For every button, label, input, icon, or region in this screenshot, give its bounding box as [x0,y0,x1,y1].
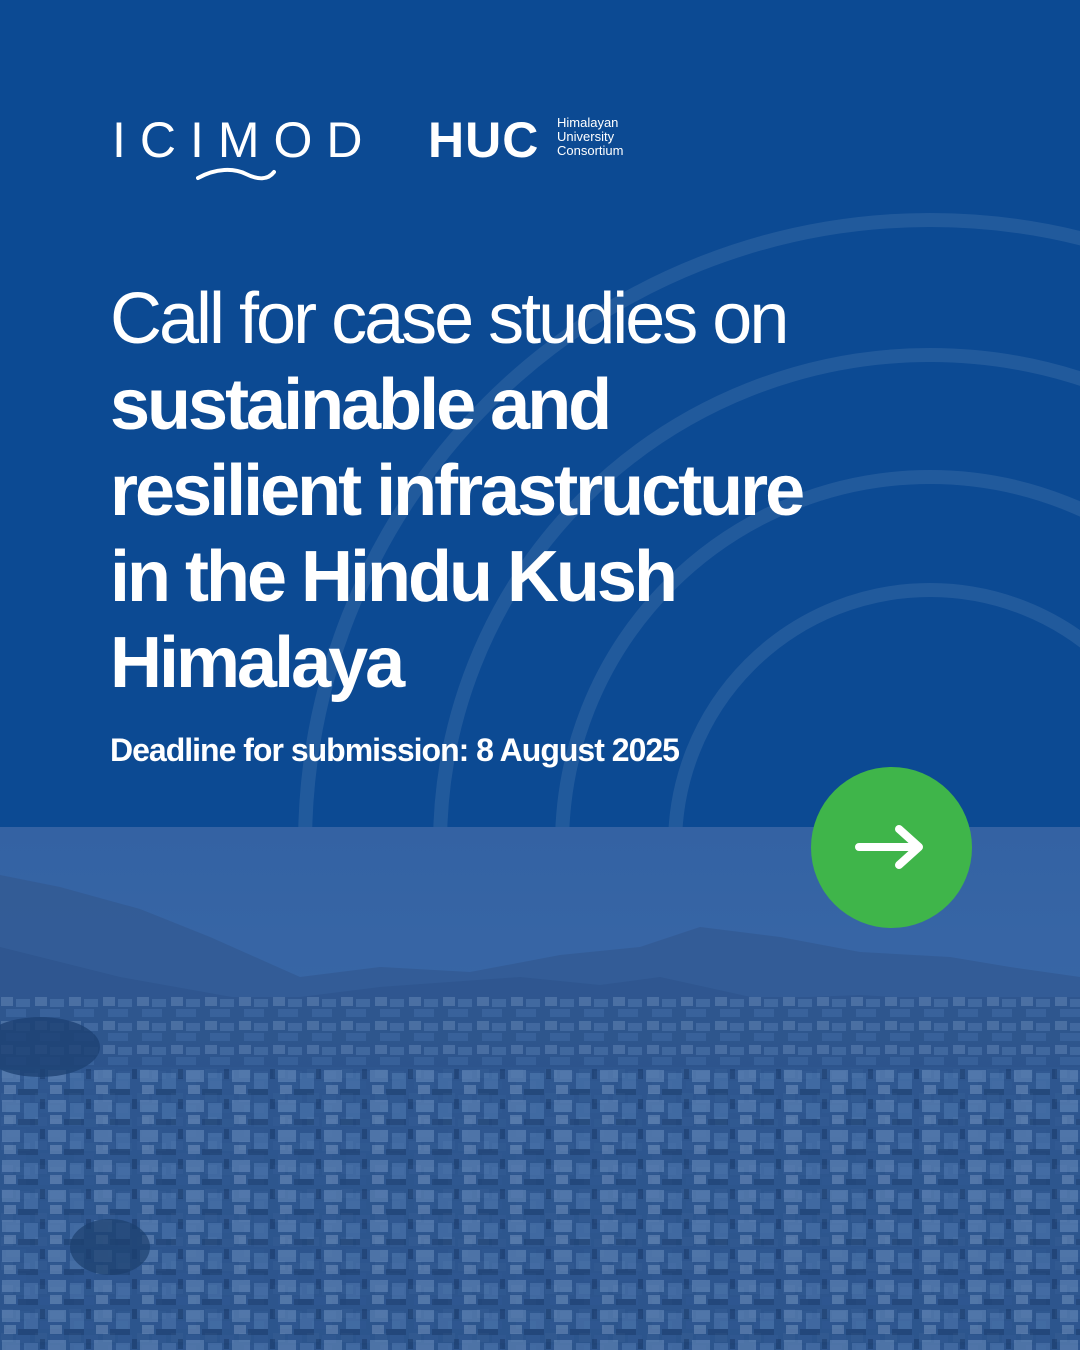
headline-intro: Call for case studies on [110,279,787,359]
huc-subtitle [557,116,623,158]
headline-topic-line: Himalaya [110,623,403,703]
headline-topic [110,362,970,706]
headline-topic-line: resilient infrastructure [110,451,803,531]
huc-logo [428,112,648,172]
headline-topic-line: in the Hindu Kush [110,537,675,617]
headline-topic-line: sustainable and [110,365,610,445]
headline [110,276,970,706]
huc-subtitle-line: University [557,129,615,144]
huc-subtitle-line: Himalayan [557,115,619,130]
deadline-text: Deadline for submission: 8 August 2025 [110,732,679,768]
icimod-logo [112,112,377,182]
arrow-right-icon [855,823,927,871]
huc-wordmark: HUC [428,112,540,168]
icimod-wordmark: ICIMOD [112,112,377,168]
wave-icon [196,164,276,184]
next-arrow-button[interactable] [811,767,972,928]
huc-subtitle-line: Consortium [557,143,624,158]
